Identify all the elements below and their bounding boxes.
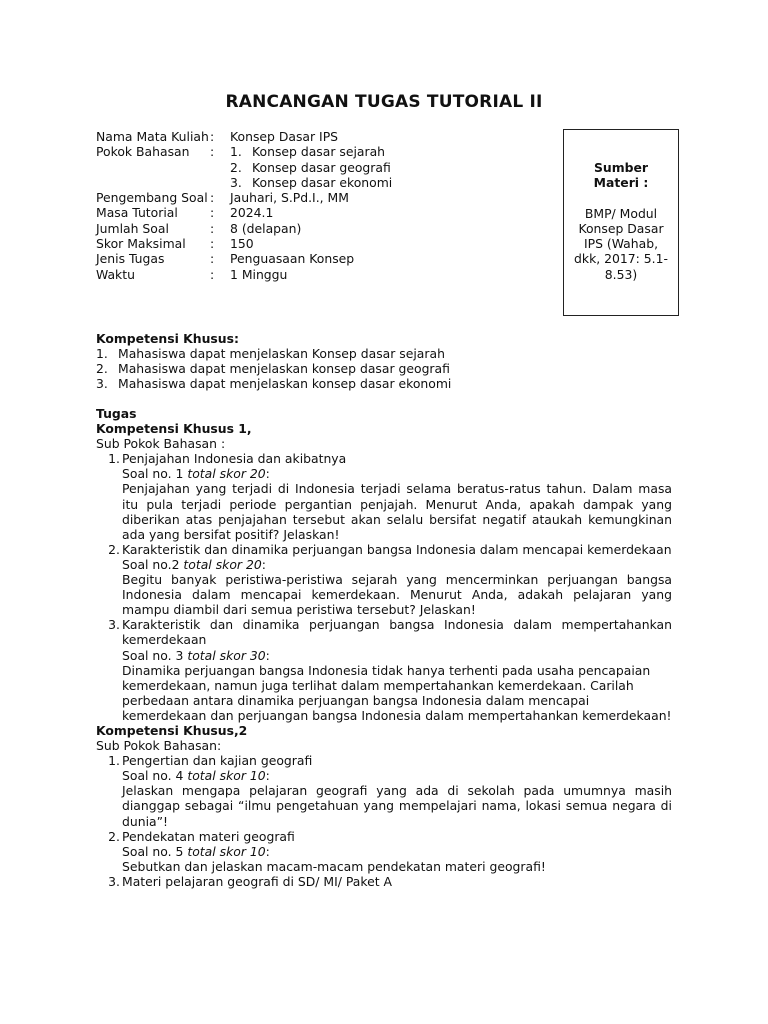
meta-row-skor	[96, 236, 536, 251]
meta-colon: :	[210, 251, 215, 267]
task-topic: Pendekatan materi geografi	[122, 828, 295, 844]
item-text: Konsep dasar sejarah	[252, 144, 386, 160]
meta-row-pengembang	[96, 190, 536, 205]
item-number: 2.	[108, 828, 120, 844]
item-number: 3.	[108, 873, 120, 889]
pokok-bahasan-list	[230, 144, 536, 190]
kompetensi-1-heading: Kompetensi Khusus 1,	[96, 421, 252, 437]
item-number: 3.	[108, 617, 120, 633]
item-number: 3.	[230, 174, 242, 190]
meta-label: Pengembang Soal	[96, 190, 208, 206]
task-topic: Karakteristik dan dinamika perjuangan bangsa Indonesia dalam mencapai kemerdekaan	[122, 541, 672, 557]
meta-row-masa	[96, 205, 536, 220]
meta-value: Penguasaan Konsep	[230, 251, 355, 267]
list-item	[230, 144, 536, 159]
source-body: BMP/ Modul Konsep Dasar IPS (Wahab, dkk, 2017: 5.1-8.53)	[574, 205, 668, 282]
kompetensi-heading: Kompetensi Khusus:	[96, 331, 239, 346]
item-text: Konsep dasar geografi	[252, 159, 391, 175]
meta-label: Masa Tutorial	[96, 205, 178, 221]
meta-value: 1 Minggu	[230, 266, 288, 282]
course-info	[96, 129, 536, 282]
task-item	[96, 829, 672, 874]
meta-label: Waktu	[96, 266, 135, 282]
list-item	[96, 346, 672, 361]
item-text: Mahasiswa dapat menjelaskan konsep dasar ekonomi	[118, 376, 452, 392]
meta-label: Skor Maksimal	[96, 236, 186, 252]
sub-pokok-label: Sub Pokok Bahasan :	[96, 436, 226, 452]
question-text: Begitu banyak peristiwa-peristiwa sejarah yang mencerminkan perjuangan bangsa Indonesia dalam mencapai kemerdekaan. Menurut Anda, adakah pelajaran yang mampu diambil dari semua peristiwa tersebut? Jelaskan!	[122, 572, 672, 618]
list-item	[96, 361, 672, 376]
source-title: Sumber Materi :	[593, 160, 649, 191]
tugas-heading: Tugas	[96, 406, 137, 421]
sub-pokok-label: Sub Pokok Bahasan:	[96, 738, 222, 754]
item-text: Mahasiswa dapat menjelaskan konsep dasar geografi	[118, 361, 450, 377]
list-item	[96, 376, 672, 391]
source-box	[563, 129, 679, 316]
meta-colon: :	[210, 266, 215, 282]
meta-colon: :	[210, 144, 215, 160]
task-topic: Materi pelajaran geografi di SD/ MI/ Paket A	[122, 873, 393, 889]
item-number: 1.	[230, 144, 242, 160]
soal-label: Soal no.2 total skor 20:	[122, 556, 266, 572]
document-title: RANCANGAN TUGAS TUTORIAL II	[225, 92, 543, 112]
task-item	[96, 542, 672, 617]
meta-row-waktu	[96, 267, 536, 282]
question-text: Jelaskan mengapa pelajaran geografi yang ada di sekolah pada umumnya masih dianggap sebagai “ilmu pengetahuan yang mempelajari nama, lokasi semua negara di dunia”!	[122, 783, 672, 829]
soal-label: Soal no. 4 total skor 10:	[122, 768, 270, 784]
meta-label: Nama Mata Kuliah	[96, 129, 209, 144]
list-item	[230, 160, 536, 175]
meta-value: 2024.1	[230, 205, 274, 221]
meta-label: Jenis Tugas	[96, 251, 165, 267]
item-text: Konsep dasar ekonomi	[252, 174, 393, 190]
soal-label: Soal no. 5 total skor 10:	[122, 843, 270, 859]
question-text: Penjajahan yang terjadi di Indonesia terjadi selama beratus-ratus tahun. Dalam masa itu pula terjadi periode pergantian penjajah. Menurut Anda, apakah dampak yang diberikan atas penjajahan tersebut akan selalu bersifat negatif ataukah kemungkinan ada yang bersifat positif? Jelaskan!	[122, 481, 672, 542]
item-number: 2.	[230, 159, 242, 175]
meta-value: 150	[230, 236, 254, 252]
list-item	[230, 175, 536, 190]
meta-colon: :	[210, 236, 215, 252]
item-number: 1.	[108, 753, 120, 769]
item-number: 3.	[96, 376, 108, 392]
meta-row-nama	[96, 129, 536, 144]
task-item	[96, 617, 672, 723]
item-number: 2.	[96, 361, 108, 377]
meta-label: Pokok Bahasan	[96, 144, 190, 160]
soal-label: Soal no. 3 total skor 30:	[122, 647, 270, 663]
item-number: 2.	[108, 541, 120, 557]
question-text: Dinamika perjuangan bangsa Indonesia tidak hanya terhenti pada usaha pencapaian kemerdekaan, namun juga terlihat dalam mempertahankan kemerdekaan. Carilah perbedaan antara dinamika perjuangan bangsa Indonesia dalam mencapai kemerdekaan dan perjuangan bangsa Indonesia dalam mempertahankan kemerdekaan!	[122, 662, 672, 723]
question-text: Sebutkan dan jelaskan macam-macam pendekatan materi geografi!	[122, 858, 546, 874]
item-number: 1.	[108, 451, 120, 467]
meta-value: Konsep Dasar IPS	[230, 129, 339, 144]
task-topic: Pengertian dan kajian geografi	[122, 753, 313, 769]
meta-colon: :	[210, 190, 215, 206]
kompetensi-2-heading: Kompetensi Khusus,2	[96, 722, 248, 738]
kompetensi-section	[96, 331, 672, 391]
meta-label: Jumlah Soal	[96, 220, 169, 236]
meta-row-jenis	[96, 251, 536, 266]
meta-colon: :	[210, 205, 215, 221]
meta-colon: :	[210, 220, 215, 236]
task-item	[96, 874, 672, 889]
task-topic: Karakteristik dan dinamika perjuangan bangsa Indonesia dalam mempertahankan kemerdekaan	[122, 617, 672, 648]
task-topic: Penjajahan Indonesia dan akibatnya	[122, 451, 347, 467]
meta-value: 8 (delapan)	[230, 220, 302, 236]
item-number: 1.	[96, 346, 108, 362]
item-text: Mahasiswa dapat menjelaskan Konsep dasar sejarah	[118, 346, 445, 362]
meta-value: Jauhari, S.Pd.I., MM	[230, 190, 349, 206]
soal-label: Soal no. 1 total skor 20:	[122, 466, 270, 482]
tugas-section	[96, 406, 672, 889]
task-item	[96, 451, 672, 542]
meta-row-jumlah	[96, 221, 536, 236]
task-item	[96, 753, 672, 828]
meta-row-pokok	[96, 144, 536, 190]
meta-colon: :	[210, 129, 215, 144]
